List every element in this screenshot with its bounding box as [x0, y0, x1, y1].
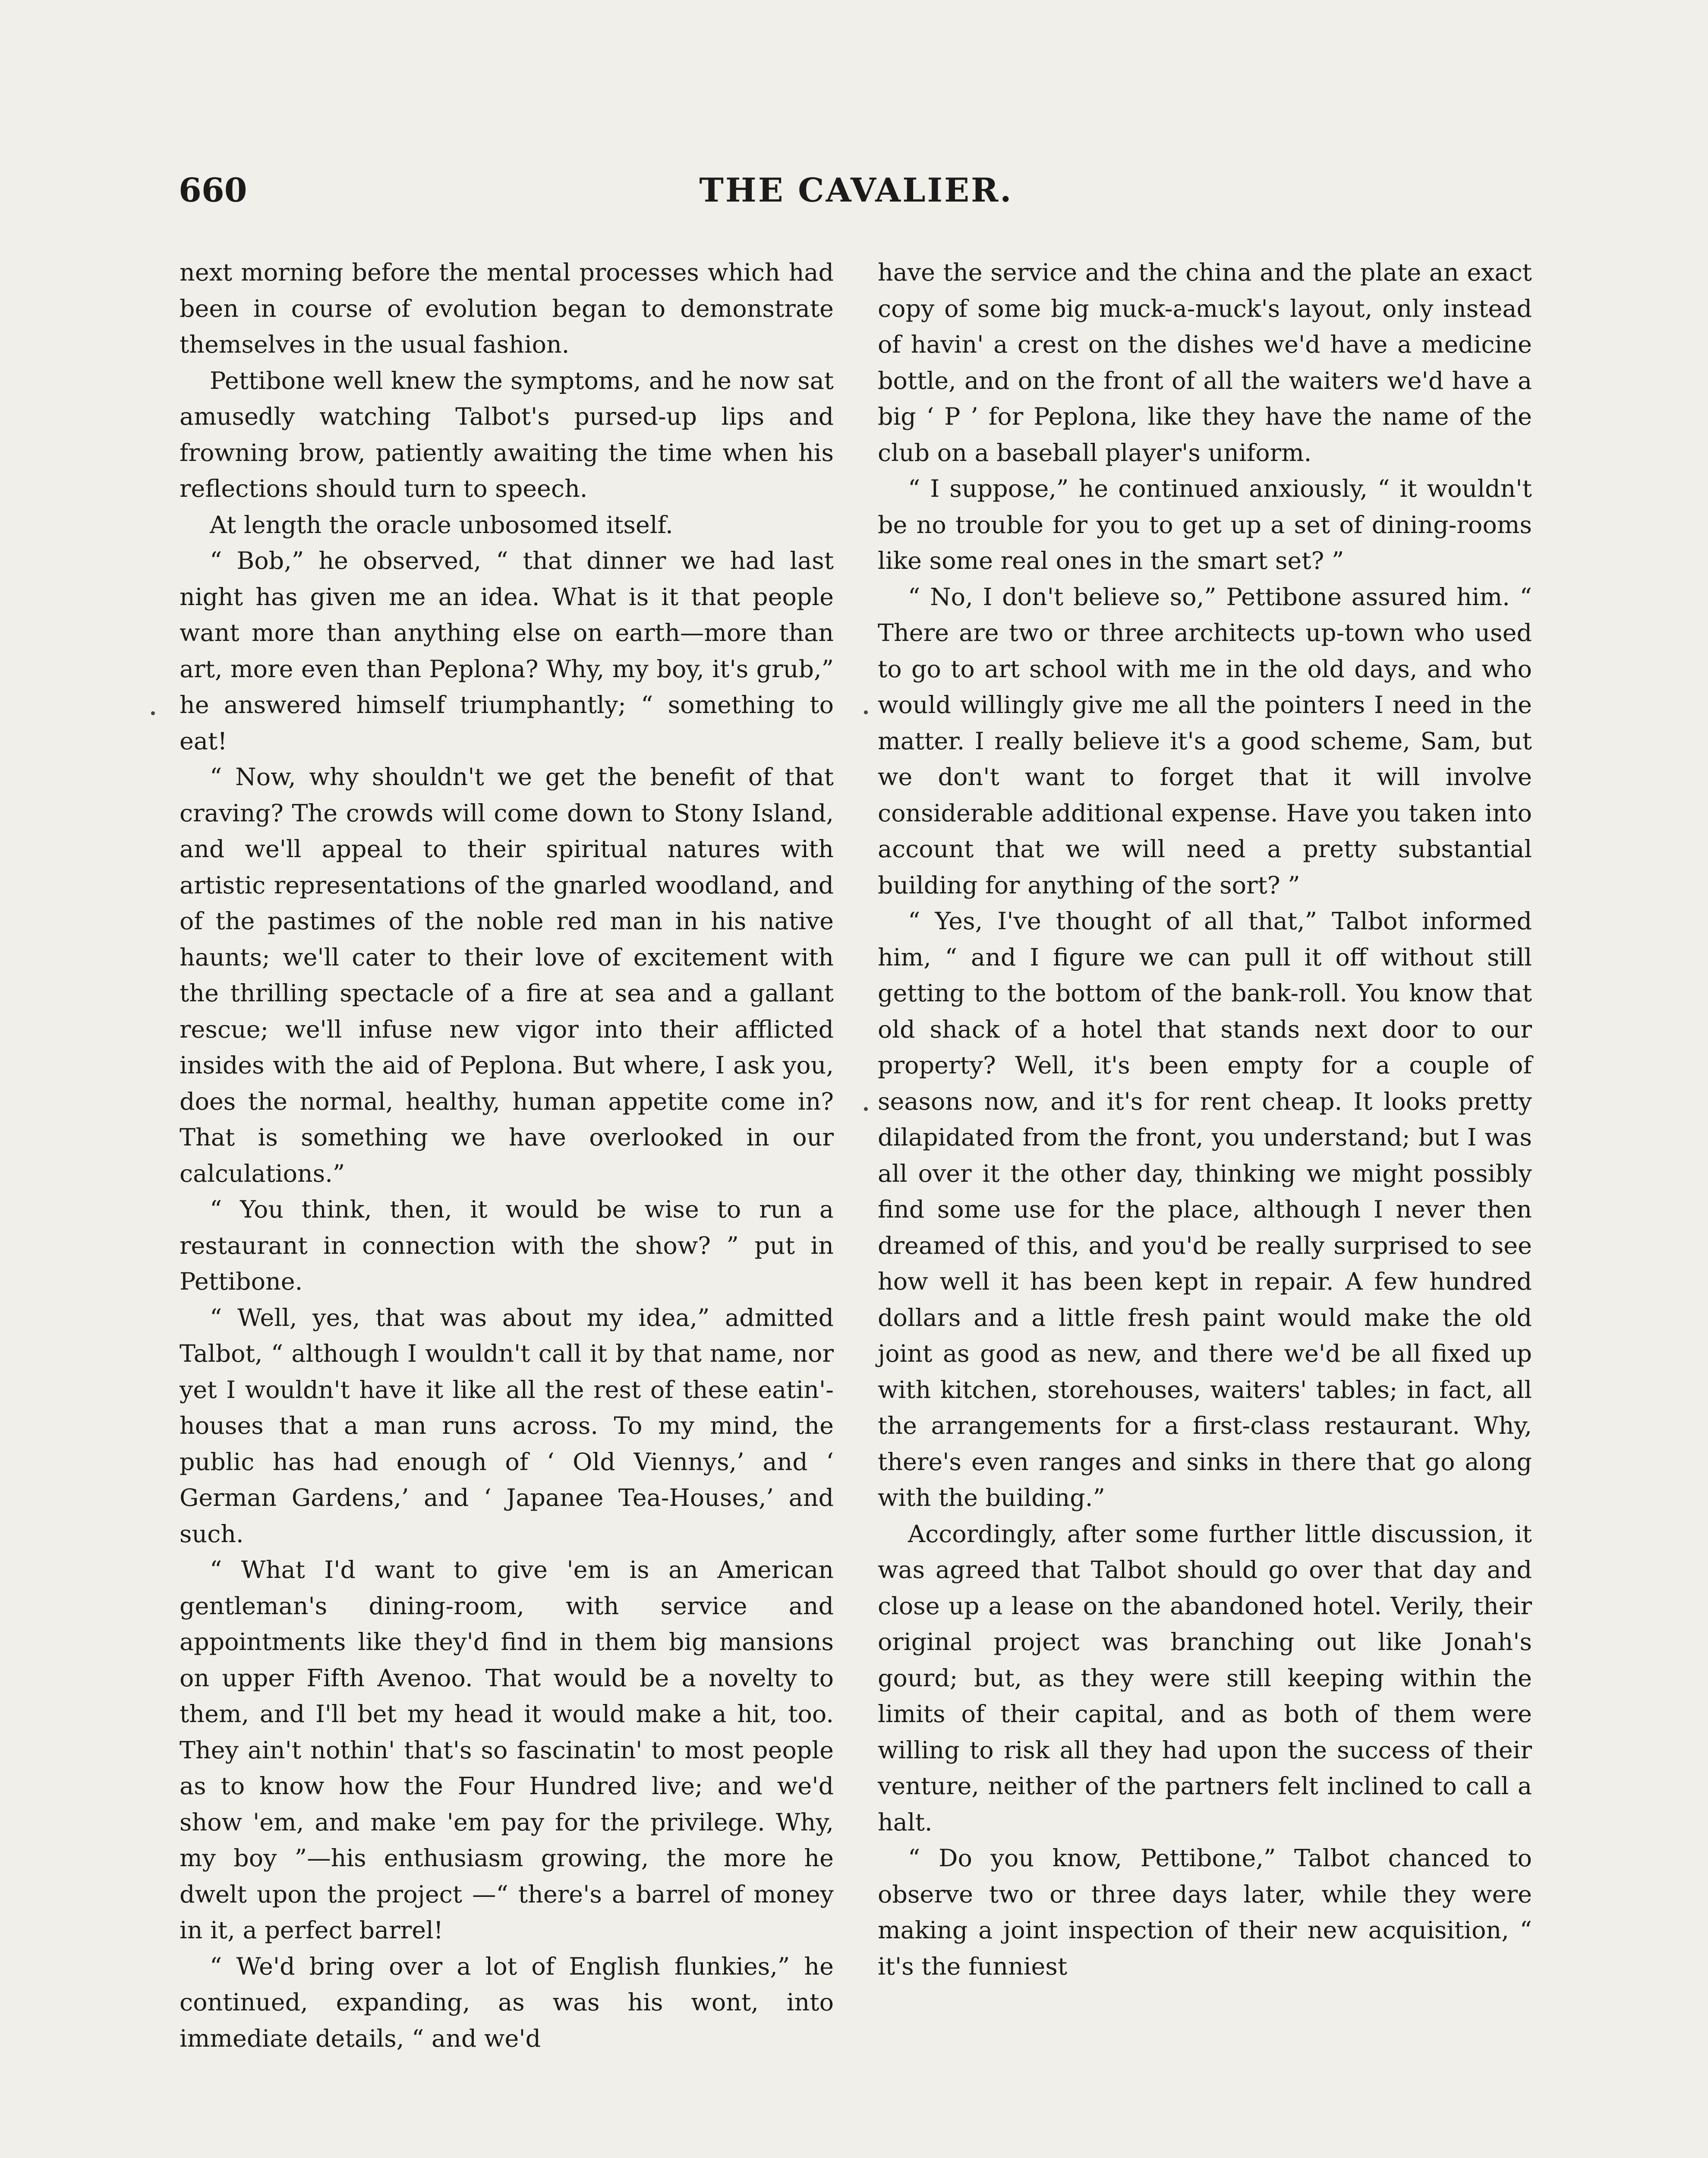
paragraph: “ I suppose,” he continued anxiously, “ it wouldn't be no trouble for you to get up a set of dining-rooms like some real ones in the smart set? ” [878, 475, 1532, 575]
paragraph: “ You think, then, it would be wise to run a restaurant in connection with the show? ” put in Pettibone. [180, 1196, 834, 1296]
paragraph: “ Do you know, Pettibone,” Talbot chanced to observe two or three days later, while they were making a joint inspection of their new acquisition, “ it's the funniest [878, 1844, 1532, 1981]
right-column [878, 255, 1532, 1984]
print-speck [864, 710, 868, 714]
paragraph: Pettibone well knew the symptoms, and he now sat amusedly watching Talbot's pursed-up lips and frowning brow, patiently awaiting the time when his reflections should turn to speech. [180, 366, 834, 503]
paragraph: “ We'd bring over a lot of English flunkies,” he continued, expanding, as was his wont, into immediate details, “ and we'd [180, 1952, 834, 2053]
paragraph: next morning before the mental processes which had been in course of evolution began to demonstrate themselves in the usual fashion. [180, 259, 834, 359]
running-title: THE CAVALIER. [699, 171, 1013, 209]
paragraph: At length the oracle unbosomed itself. [210, 511, 673, 539]
paragraph: “ Well, yes, that was about my idea,” admitted Talbot, “ although I wouldn't call it by that name, nor yet I wouldn't have it like all the rest of these eatin'-houses that a man runs across. To my mind, the public has had enough of ‘ Old Viennys,’ and ‘ German Gardens,’ and ‘ Japanee Tea-Houses,’ and such. [180, 1303, 834, 1548]
paragraph: “ Yes, I've thought of all that,” Talbot informed him, “ and I figure we can pull it off without still getting to the bottom of the bank-roll. You know that old shack of a hotel that stands next door to our property? Well, it's been empty for a couple of seasons now, and it's for rent cheap. It looks pretty dilapidated from the front, you understand; but I was all over it the other day, thinking we might possibly find some use for the place, although I never then dreamed of this, and you'd be really surprised to see how well it has been kept in repair. A few hundred dollars and a little fresh paint would make the old joint as good as new, and there we'd be all fixed up with kitchen, storehouses, waiters' tables; in fact, all the arrangements for a first-class restaurant. Why, there's even ranges and sinks in there that go along with the building.” [878, 907, 1532, 1512]
paragraph: “ What I'd want to give 'em is an American gentleman's dining-room, with service and appointments like they'd find in them big mansions on upper Fifth Avenoo. That would be a novelty to them, and I'll bet my head it would make a hit, too. They ain't nothin' that's so fascinatin' to most people as to know how the Four Hundred live; and we'd show 'em, and make 'em pay for the privilege. Why, my boy ”—his enthusiasm growing, the more he dwelt upon the project —“ there's a barrel of money in it, a perfect barrel! [180, 1556, 834, 1944]
page-number: 660 [179, 171, 247, 209]
paragraph: have the service and the china and the plate an exact copy of some big muck-a-muck's layout, only instead of havin' a crest on the dishes we'd have a medicine bottle, and on the front of all the waiters we'd have a big ‘ P ’ for Peplona, like they have the name of the club on a baseball player's uniform. [878, 259, 1532, 467]
print-speck [151, 711, 155, 715]
left-column [180, 255, 834, 2057]
paragraph: “ Bob,” he observed, “ that dinner we had last night has given me an idea. What is it that people want more than anything else on earth—more than art, more even than Peplona? Why, my boy, it's grub,” he answered himself triumphantly; “ something to eat! [180, 547, 834, 755]
paragraph: “ No, I don't believe so,” Pettibone assured him. “ There are two or three architects up-town who used to go to art school with me in the old days, and who would willingly give me all the pointers I need in the matter. I really believe it's a good scheme, Sam, but we don't want to forget that it will involve considerable additional expense. Have you taken into account that we will need a pretty substantial building for anything of the sort? ” [878, 583, 1532, 899]
paragraph: Accordingly, after some further little discussion, it was agreed that Talbot should go over that day and close up a lease on the abandoned hotel. Verily, their original project was branching out like Jonah's gourd; but, as they were still keeping within the limits of their capital, and as both of them were willing to risk all they had upon the success of their venture, neither of the partners felt inclined to call a halt. [878, 1520, 1532, 1836]
page-header [179, 171, 1534, 218]
paragraph: “ Now, why shouldn't we get the benefit of that craving? The crowds will come down to Stony Island, and we'll appeal to their spiritual natures with artistic representations of the gnarled woodland, and of the pastimes of the noble red man in his native haunts; we'll cater to their love of excitement with the thrilling spectacle of a fire at sea and a gallant rescue; we'll infuse new vigor into their afflicted insides with the aid of Peplona. But where, I ask you, does the normal, healthy, human appetite come in? That is something we have overlooked in our calculations.” [180, 763, 834, 1188]
print-speck [864, 1107, 868, 1111]
